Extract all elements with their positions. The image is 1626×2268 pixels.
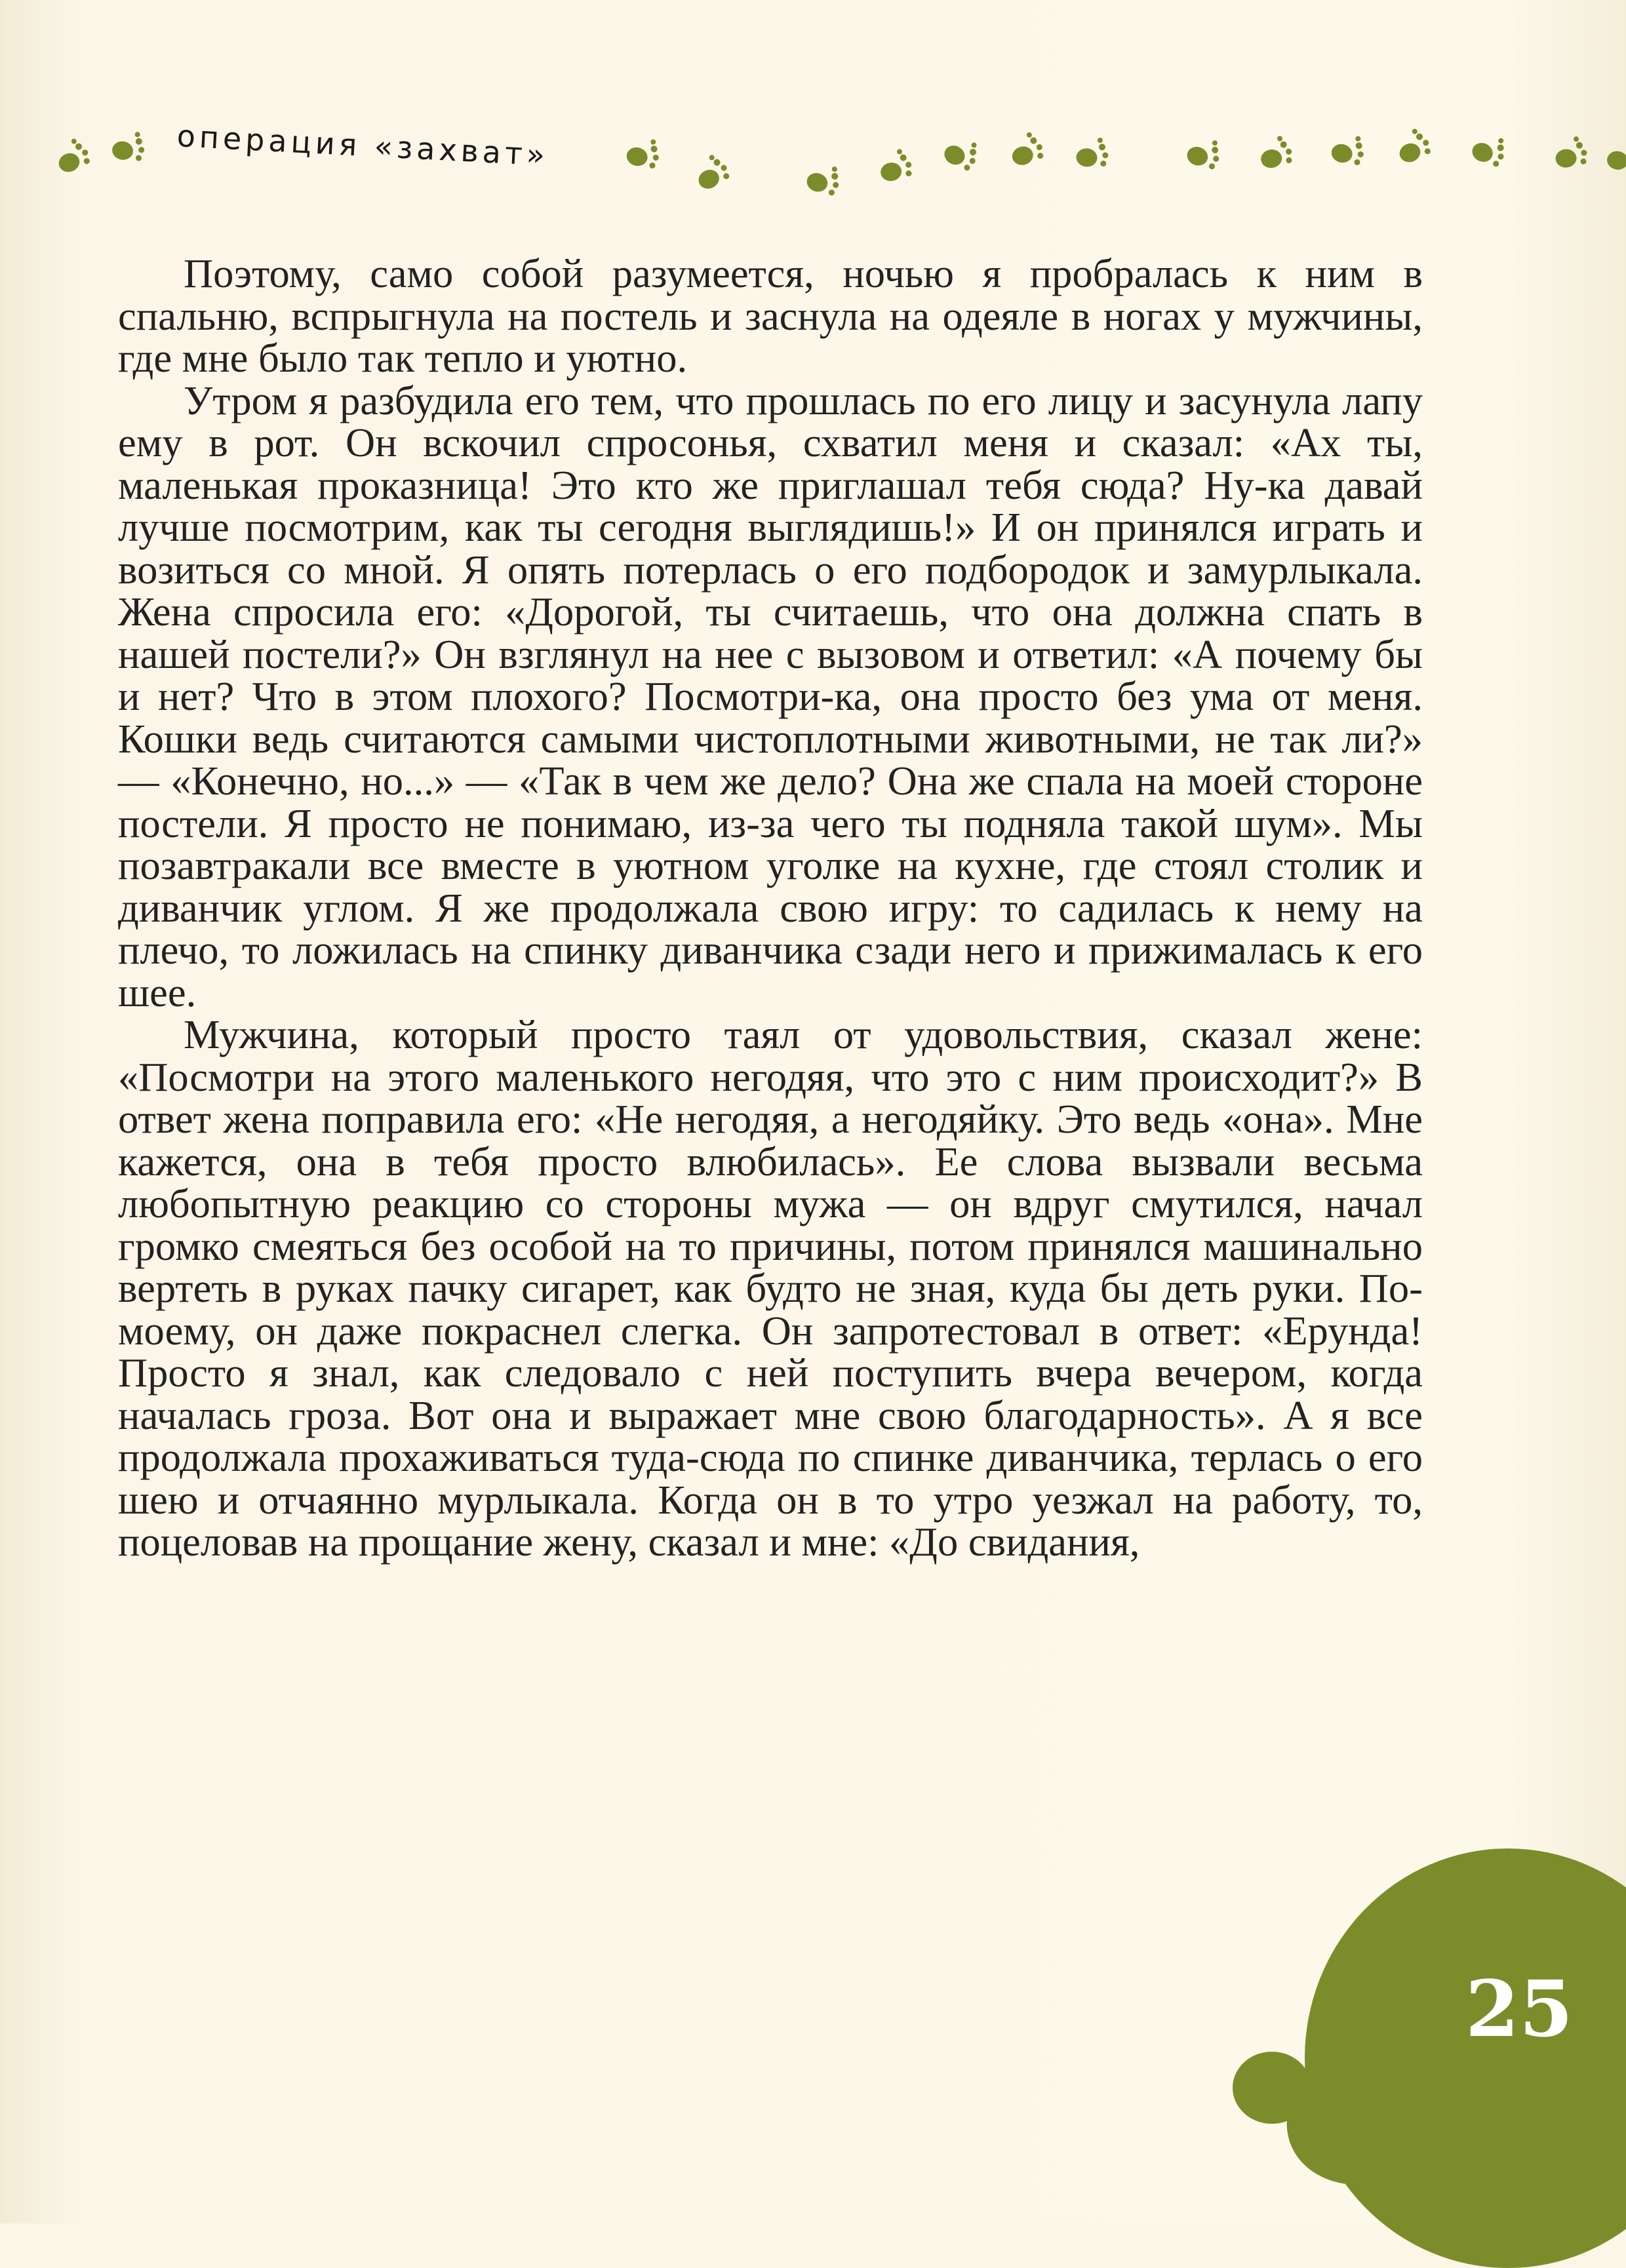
paw-print-icon — [931, 126, 991, 183]
paw-print-icon — [1596, 134, 1626, 180]
paw-print-icon — [1385, 121, 1441, 174]
page-number: 25 — [1465, 1963, 1574, 2054]
paw-print-icon — [102, 124, 153, 170]
paw-print-icon — [1175, 128, 1231, 180]
paw-print-icon — [1249, 130, 1301, 177]
paw-print-icon — [869, 144, 921, 190]
decorative-blob-small — [1233, 2052, 1311, 2124]
body-text — [118, 252, 1423, 1563]
paw-print-icon — [615, 129, 669, 179]
paw-print-icon — [1546, 132, 1595, 176]
decorative-blob-tiny — [1403, 2157, 1488, 2235]
paw-print-icon — [999, 126, 1053, 176]
paragraph: Мужчина, который просто таял от удовольствия, сказал жене: «Посмотри на этого маленького негодяя, что это с ним происходит?» В ответ жена поправила его: «Не негодяя, а негодяйку. Это ведь «она». Мне кажется, она в тебя просто влюбилась». Ее слова вызвали весьма любопытную реакцию со стороны мужа — он вдруг смутился, начал громко смеяться без особой на то причины, потом принялся машинально вертеть в руках пачку сигарет, как будто не зная, куда бы деть руки. По-моему, он даже покраснел слегка. Он запротестовал в ответ: «Ерунда! Просто я знал, как следовало с ней поступить вчера вечером, когда началась гроза. Вот она и выражает мне свою благодарность». А я все продолжала прохаживаться туда-сюда по спинке диванчика, терлась о его шею и отчаянно мурлыкала. Когда он в то утро уезжал на работу, то, поцеловав на прощание жену, сказал и мне: «До свидания, — [118, 1011, 1423, 1565]
paw-print-icon — [795, 154, 851, 206]
paragraph: Утром я разбудила его тем, что прошлась по его лицу и засунула лапу ему в рот. Он вскочил спросонья, схватил меня и сказал: «Ах ты, маленькая проказница! Это кто же приглашал тебя сюда? Ну-ка давай лучше посмотрим, как ты сегодня выглядишь!» И он принялся играть и возиться со мной. Я опять потерлась о его подбородок и замурлыкала. Жена спросила его: «Дорогой, ты считаешь, что она должна спать в нашей постели?» Он взглянул на нее с вызовом и ответил: «А почему бы и нет? Что в этом плохого? Посмотри-ка, она просто без ума от меня. Кошки ведь считаются самыми чистоплотными животными, не так ли?» — «Конечно, но...» — «Так в чем же дело? Она же спала на моей стороне постели. Я просто не понимаю, из-за чего ты подняла такой шум». Мы позавтракали все вместе в уютном уголке на кухне, где стоял столик и диванчик углом. Я же продолжала свою игру: то садилась к нему на плечо, то ложилась на спинку диванчика сзади него и прижималась к его шее. — [118, 377, 1423, 1015]
paw-print-icon — [683, 146, 741, 201]
chapter-header-title: операция «захват» — [176, 118, 550, 173]
paw-print-icon — [1459, 123, 1518, 178]
paw-print-icon — [44, 131, 100, 184]
paragraph: Поэтому, само собой разумеется, ночью я пробралась к ним в спальню, вспрыгнула на постель и заснула на одеяле в ногах у мужчины, где мне было так тепло и уютно. — [118, 250, 1423, 381]
paw-print-icon — [1067, 132, 1117, 176]
running-header — [26, 98, 1613, 210]
paw-print-icon — [1320, 126, 1374, 176]
